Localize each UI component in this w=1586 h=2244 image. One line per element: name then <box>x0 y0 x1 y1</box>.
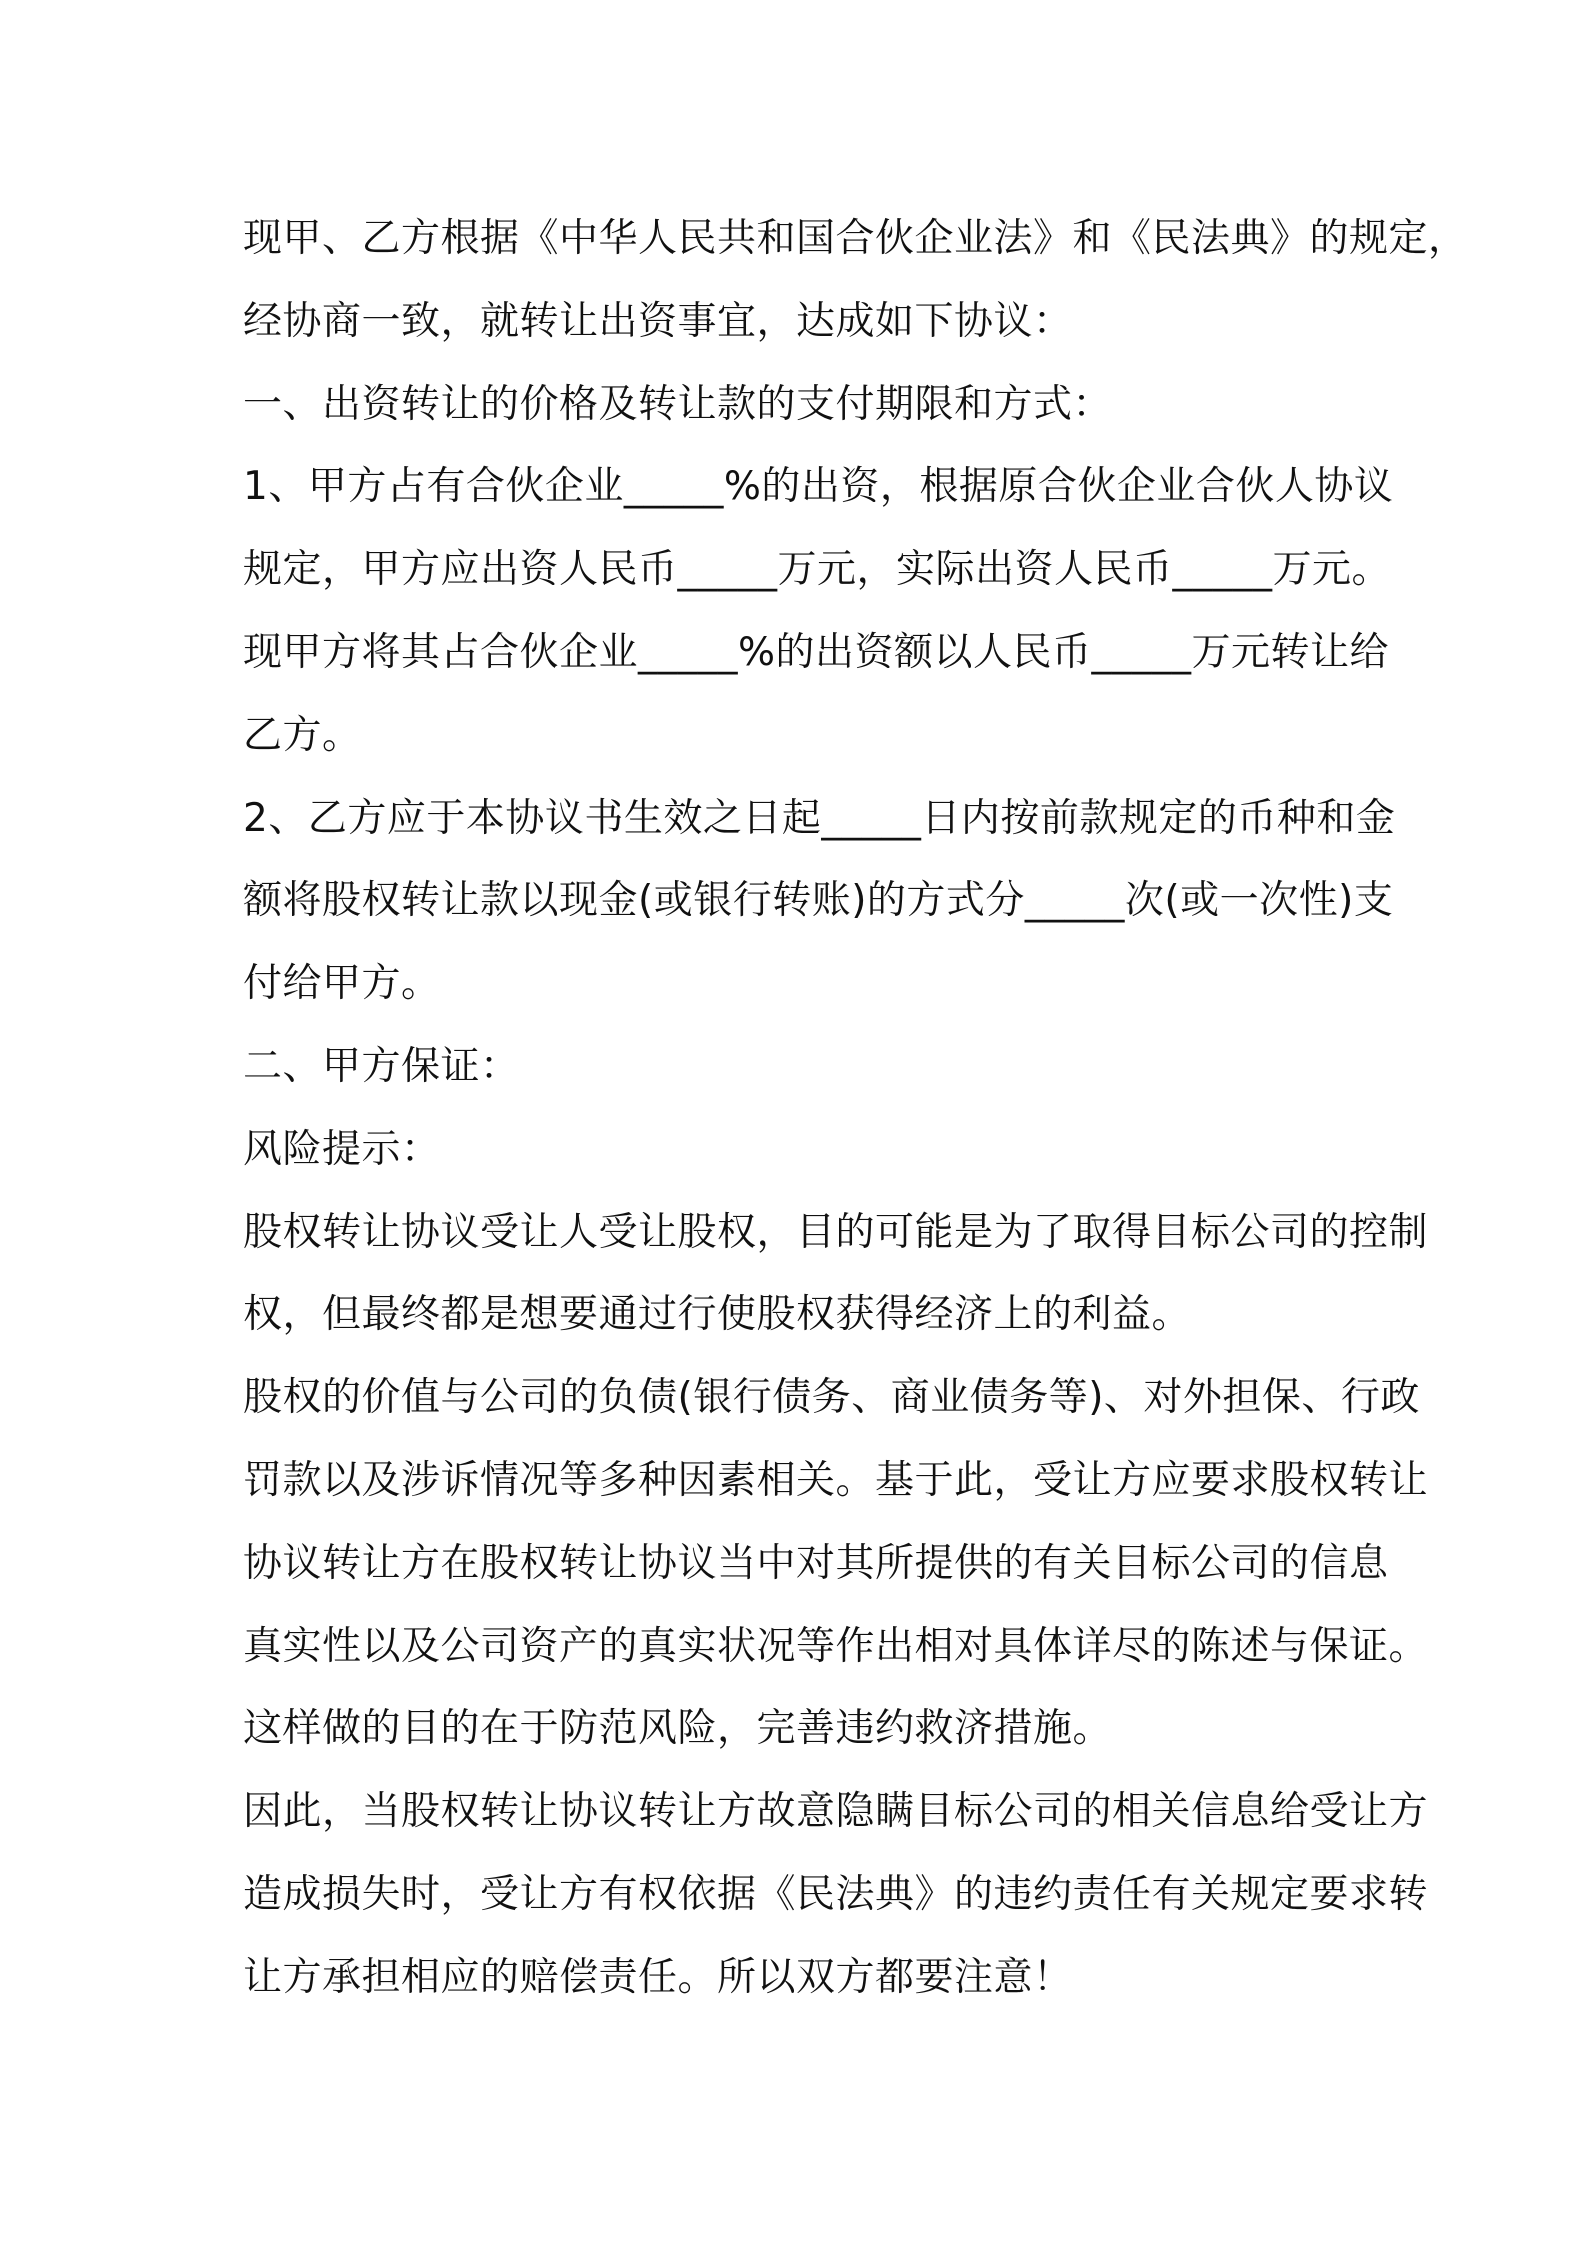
text-line: 经协商一致，就转让出资事宜，达成如下协议： <box>243 298 1073 344</box>
text-line: 协议转让方在股权转让协议当中对其所提供的有关目标公司的信息 <box>243 1540 1389 1586</box>
text-line: 现甲、乙方根据《中华人民共和国合伙企业法》和《民法典》的规定， <box>243 216 1468 261</box>
text-line: 规定，甲方应出资人民币_____万元，实际出资人民币_____万元。 <box>243 547 1392 593</box>
section-heading: 二、甲方保证： <box>243 1043 520 1089</box>
text-line: 罚款以及涉诉情况等多种因素相关。基于此，受让方应要求股权转让 <box>243 1457 1429 1503</box>
document-body <box>243 198 1468 2020</box>
text-line: 付给甲方。 <box>243 961 441 1007</box>
text-line: 让方承担相应的赔偿责任。所以双方都要注意！ <box>243 1954 1073 2000</box>
text-line: 1、甲方占有合伙企业_____%的出资，根据原合伙企业合伙人协议 <box>243 464 1394 510</box>
section-heading: 一、出资转让的价格及转让款的支付期限和方式： <box>243 381 1113 427</box>
text-line: 权，但最终都是想要通过行使股权获得经济上的利益。 <box>243 1292 1192 1338</box>
text-line: 2、乙方应于本协议书生效之日起_____日内按前款规定的币种和金 <box>243 795 1396 841</box>
text-line: 造成损失时，受让方有权依据《民法典》的违约责任有关规定要求转 <box>243 1871 1429 1917</box>
text-line: 这样做的目的在于防范风险，完善违约救济措施。 <box>243 1706 1113 1752</box>
text-line: 股权的价值与公司的负债(银行债务、商业债务等)、对外担保、行政 <box>243 1375 1420 1421</box>
text-line: 因此，当股权转让协议转让方故意隐瞒目标公司的相关信息给受让方 <box>243 1789 1429 1835</box>
risk-heading: 风险提示： <box>243 1126 441 1172</box>
text-line: 现甲方将其占合伙企业_____%的出资额以人民币_____万元转让给 <box>243 629 1390 675</box>
text-line: 股权转让协议受让人受让股权，目的可能是为了取得目标公司的控制 <box>243 1209 1429 1255</box>
text-line: 额将股权转让款以现金(或银行转账)的方式分_____次(或一次性)支 <box>243 878 1394 924</box>
text-line: 乙方。 <box>243 712 362 758</box>
text-line: 真实性以及公司资产的真实状况等作出相对具体详尽的陈述与保证。 <box>243 1623 1429 1669</box>
